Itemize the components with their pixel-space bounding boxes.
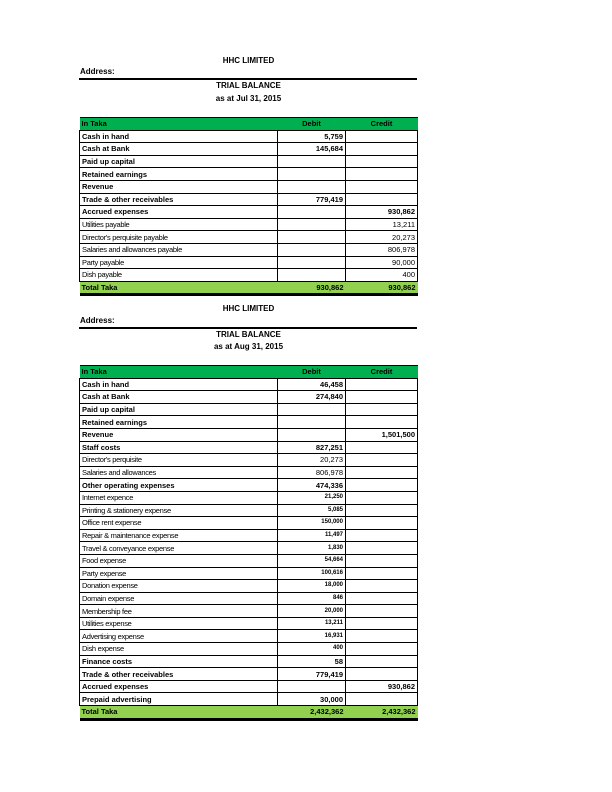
row-debit: 54,664 [278, 554, 346, 567]
address-label: Address: [80, 67, 115, 76]
row-credit: 13,211 [346, 218, 418, 231]
trial-balance-table-jul [79, 117, 418, 296]
table-row [80, 479, 418, 492]
row-debit [278, 403, 346, 416]
report-date: as at Aug 31, 2015 [213, 342, 284, 351]
row-debit [278, 168, 346, 181]
row-label: Food expense [80, 554, 278, 567]
row-label: Party expense [80, 567, 278, 580]
row-credit [346, 529, 418, 542]
row-debit: 13,211 [278, 617, 346, 630]
row-credit [346, 554, 418, 567]
table-row [80, 617, 418, 630]
row-debit [278, 206, 346, 219]
address-label: Address: [80, 316, 115, 325]
row-label: Cash in hand [80, 378, 278, 391]
row-debit: 145,684 [278, 143, 346, 156]
table-row [80, 605, 418, 618]
table-row [80, 180, 418, 193]
row-debit [278, 155, 346, 168]
row-credit [346, 180, 418, 193]
total-debit: 930,862 [278, 281, 346, 295]
table-row [80, 416, 418, 429]
row-debit: 30,000 [278, 693, 346, 706]
column-header-label: In Taka [80, 366, 278, 379]
total-row [80, 281, 418, 295]
table-row [80, 428, 418, 441]
row-credit [346, 580, 418, 593]
table-row [80, 441, 418, 454]
row-debit: 5,759 [278, 130, 346, 143]
row-credit [346, 155, 418, 168]
row-credit [346, 454, 418, 467]
row-label: Cash at Bank [80, 391, 278, 404]
table-header-row [80, 118, 418, 131]
table-header-row [80, 366, 418, 379]
table-row [80, 193, 418, 206]
company-name: HHC LIMITED [222, 304, 275, 313]
row-credit [346, 630, 418, 643]
table-row [80, 231, 418, 244]
row-debit: 274,840 [278, 391, 346, 404]
table-row [80, 466, 418, 479]
row-debit: 20,273 [278, 454, 346, 467]
row-credit [346, 592, 418, 605]
company-name: HHC LIMITED [222, 56, 275, 65]
table-row [80, 630, 418, 643]
divider [79, 78, 417, 80]
row-debit [278, 218, 346, 231]
row-label: Domain expense [80, 592, 278, 605]
table-row [80, 517, 418, 530]
table-row [80, 391, 418, 404]
column-header-credit: Credit [346, 118, 418, 131]
report-date: as at Jul 31, 2015 [215, 94, 282, 103]
row-label: Paid up capital [80, 155, 278, 168]
row-debit: 16,931 [278, 630, 346, 643]
row-label: Printing & stationery expense [80, 504, 278, 517]
table-row [80, 655, 418, 668]
table-row [80, 643, 418, 656]
row-debit: 150,000 [278, 517, 346, 530]
row-credit [346, 143, 418, 156]
row-credit: 400 [346, 269, 418, 282]
row-debit: 46,458 [278, 378, 346, 391]
table-row [80, 693, 418, 706]
table-row [80, 130, 418, 143]
row-label: Membership fee [80, 605, 278, 618]
row-label: Director's perquisite [80, 454, 278, 467]
row-label: Travel & conveyance expense [80, 542, 278, 555]
row-label: Cash in hand [80, 130, 278, 143]
table-row [80, 592, 418, 605]
row-label: Accrued expenses [80, 680, 278, 693]
row-credit [346, 391, 418, 404]
row-debit: 18,000 [278, 580, 346, 593]
row-debit: 1,830 [278, 542, 346, 555]
table-row [80, 243, 418, 256]
row-label: Internet expence [80, 491, 278, 504]
row-debit [278, 416, 346, 429]
row-credit [346, 655, 418, 668]
row-debit [278, 428, 346, 441]
row-credit [346, 668, 418, 681]
row-label: Cash at Bank [80, 143, 278, 156]
table-row [80, 680, 418, 693]
table-row [80, 668, 418, 681]
row-credit [346, 168, 418, 181]
row-debit: 827,251 [278, 441, 346, 454]
table-row [80, 378, 418, 391]
total-credit: 2,432,362 [346, 706, 418, 720]
row-debit: 58 [278, 655, 346, 668]
table-row [80, 206, 418, 219]
row-credit [346, 378, 418, 391]
total-debit: 2,432,362 [278, 706, 346, 720]
row-credit [346, 643, 418, 656]
table-row [80, 155, 418, 168]
table-row [80, 567, 418, 580]
column-header-credit: Credit [346, 366, 418, 379]
row-label: Revenue [80, 180, 278, 193]
row-debit: 474,336 [278, 479, 346, 492]
row-label: Trade & other receivables [80, 193, 278, 206]
row-label: Retained earnings [80, 168, 278, 181]
row-label: Revenue [80, 428, 278, 441]
row-label: Office rent expense [80, 517, 278, 530]
row-credit [346, 491, 418, 504]
row-label: Trade & other receivables [80, 668, 278, 681]
row-credit [346, 466, 418, 479]
row-credit [346, 693, 418, 706]
total-label: Total Taka [80, 706, 278, 720]
report-title: TRIAL BALANCE [216, 81, 281, 90]
row-debit: 779,419 [278, 193, 346, 206]
row-debit: 846 [278, 592, 346, 605]
row-credit: 806,978 [346, 243, 418, 256]
row-credit [346, 441, 418, 454]
table-row [80, 580, 418, 593]
row-label: Staff costs [80, 441, 278, 454]
table-row [80, 403, 418, 416]
row-label: Party payable [80, 256, 278, 269]
table-row [80, 256, 418, 269]
row-credit: 20,273 [346, 231, 418, 244]
table-row [80, 454, 418, 467]
table-row [80, 218, 418, 231]
table-row [80, 269, 418, 282]
row-debit [278, 680, 346, 693]
row-label: Director's perquisite payable [80, 231, 278, 244]
total-label: Total Taka [80, 281, 278, 295]
row-credit: 930,862 [346, 206, 418, 219]
table-row [80, 542, 418, 555]
table-row [80, 491, 418, 504]
row-credit [346, 617, 418, 630]
row-label: Salaries and allowances payable [80, 243, 278, 256]
divider [79, 327, 417, 329]
row-debit [278, 180, 346, 193]
row-debit [278, 231, 346, 244]
row-label: Finance costs [80, 655, 278, 668]
table-row [80, 168, 418, 181]
row-debit: 806,978 [278, 466, 346, 479]
row-debit: 20,000 [278, 605, 346, 618]
row-label: Utilities expense [80, 617, 278, 630]
row-credit [346, 542, 418, 555]
column-header-label: In Taka [80, 118, 278, 131]
row-credit [346, 605, 418, 618]
row-label: Other operating expenses [80, 479, 278, 492]
total-credit: 930,862 [346, 281, 418, 295]
column-header-debit: Debit [278, 366, 346, 379]
row-label: Advertising expense [80, 630, 278, 643]
row-credit: 90,000 [346, 256, 418, 269]
row-label: Prepaid advertising [80, 693, 278, 706]
table-row [80, 504, 418, 517]
row-label: Accrued expenses [80, 206, 278, 219]
report-title: TRIAL BALANCE [216, 330, 281, 339]
row-label: Repair & maintenance expense [80, 529, 278, 542]
row-debit: 100,616 [278, 567, 346, 580]
row-label: Donation expense [80, 580, 278, 593]
row-credit [346, 479, 418, 492]
row-credit [346, 504, 418, 517]
row-debit: 11,497 [278, 529, 346, 542]
row-label: Retained earnings [80, 416, 278, 429]
row-label: Dish payable [80, 269, 278, 282]
row-label: Dish expense [80, 643, 278, 656]
table-row [80, 529, 418, 542]
row-debit: 5,085 [278, 504, 346, 517]
row-credit [346, 416, 418, 429]
row-label: Utilities payable [80, 218, 278, 231]
row-debit [278, 243, 346, 256]
row-debit: 779,419 [278, 668, 346, 681]
row-credit [346, 403, 418, 416]
row-credit: 930,862 [346, 680, 418, 693]
row-debit: 400 [278, 643, 346, 656]
trial-balance-table-aug [79, 365, 418, 721]
total-row [80, 706, 418, 720]
row-label: Paid up capital [80, 403, 278, 416]
row-label: Salaries and allowances [80, 466, 278, 479]
row-debit: 21,250 [278, 491, 346, 504]
table-row [80, 143, 418, 156]
table-row [80, 554, 418, 567]
row-credit: 1,501,500 [346, 428, 418, 441]
row-credit [346, 130, 418, 143]
row-debit [278, 256, 346, 269]
row-debit [278, 269, 346, 282]
row-credit [346, 517, 418, 530]
column-header-debit: Debit [278, 118, 346, 131]
row-credit [346, 193, 418, 206]
row-credit [346, 567, 418, 580]
